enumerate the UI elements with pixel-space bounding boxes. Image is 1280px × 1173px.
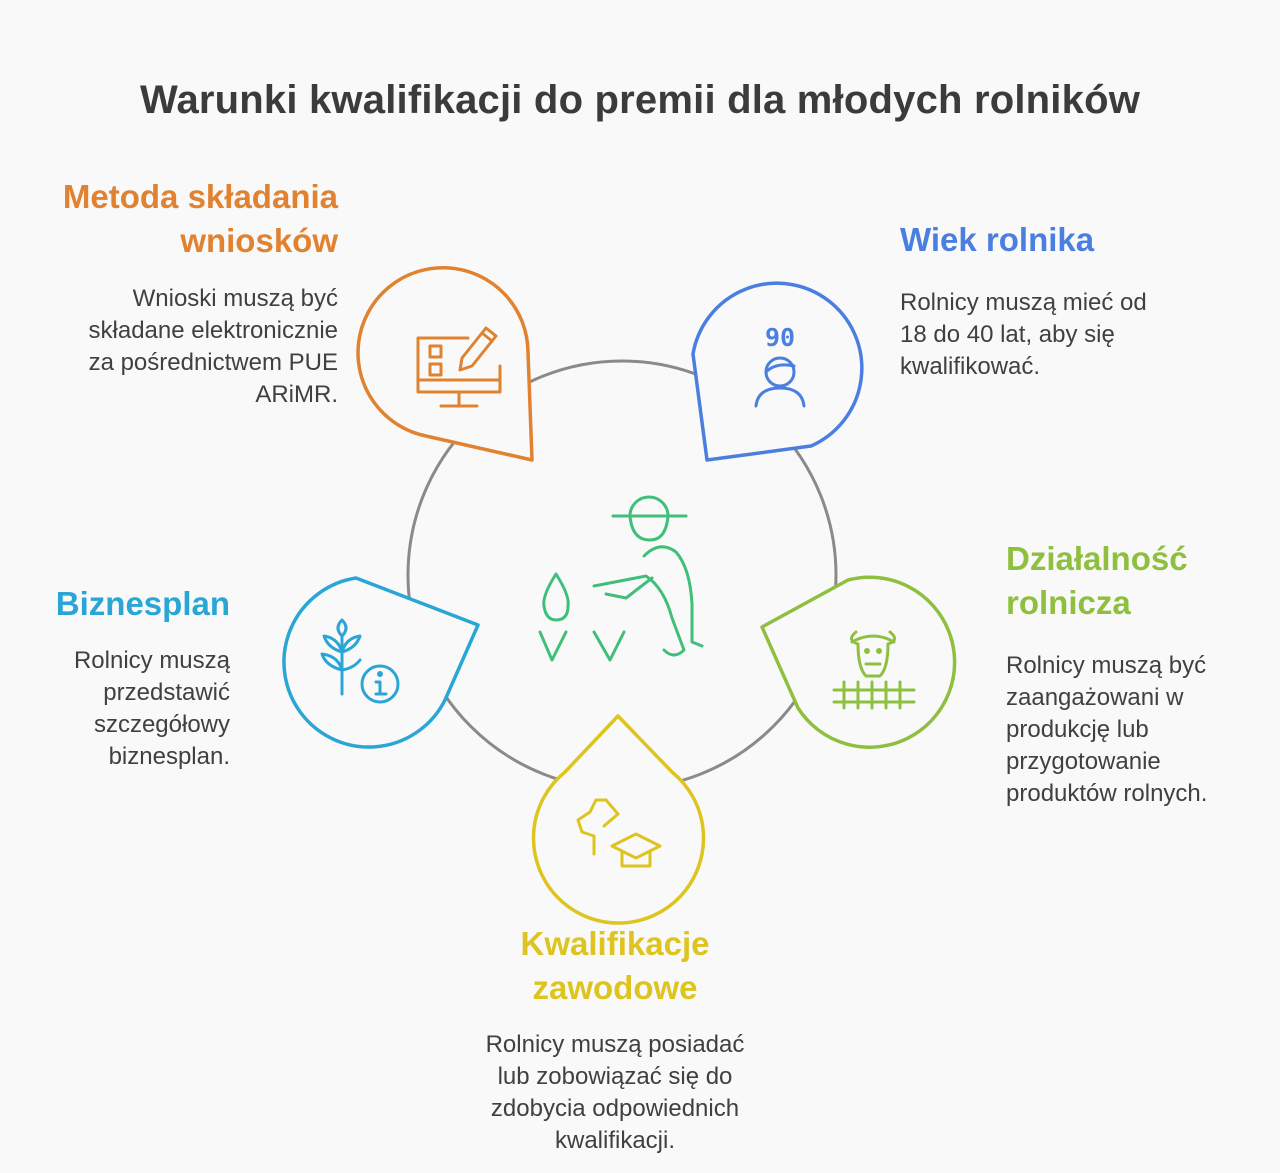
farmer-watering-icon bbox=[540, 497, 702, 660]
age-node bbox=[693, 283, 862, 460]
age-heading bbox=[900, 218, 1094, 262]
business-description bbox=[30, 645, 230, 773]
farming-text-line: przygotowanie bbox=[1006, 748, 1161, 775]
application-text-line: ARiMR. bbox=[255, 381, 338, 408]
farming-text-line: produkcję lub bbox=[1006, 716, 1149, 743]
farming-text-line: Rolnicy muszą być bbox=[1006, 652, 1207, 679]
application-description bbox=[30, 283, 338, 411]
qualifications-heading-line: zawodowe bbox=[532, 969, 698, 1006]
qualifications-text-line: Rolnicy muszą posiadać bbox=[485, 1031, 745, 1058]
qualifications-heading bbox=[465, 922, 765, 1010]
qualifications-text-line: kwalifikacji. bbox=[554, 1127, 676, 1154]
qualifications-text-line: lub zobowiązać się do bbox=[497, 1063, 733, 1090]
page-title: Warunki kwalifikacji do premii dla młodych rolników bbox=[139, 78, 1141, 122]
age-text-line: 18 do 40 lat, aby się bbox=[900, 321, 1115, 348]
farming-node bbox=[762, 577, 955, 747]
application-text-line: składane elektronicznie bbox=[88, 317, 338, 344]
qualifications-node bbox=[534, 716, 704, 923]
application-heading bbox=[40, 175, 338, 263]
application-node bbox=[358, 268, 532, 460]
qualifications-teardrop bbox=[534, 716, 704, 923]
farming-heading-line: Działalność bbox=[1006, 540, 1188, 577]
farming-description bbox=[1006, 650, 1207, 810]
age-text-line: Rolnicy muszą mieć od bbox=[900, 289, 1147, 316]
business-teardrop bbox=[284, 578, 478, 747]
business-heading bbox=[30, 582, 230, 626]
age-heading-line: Wiek rolnika bbox=[900, 221, 1095, 258]
farming-text-line: produktów rolnych. bbox=[1006, 780, 1208, 807]
application-teardrop bbox=[358, 268, 532, 460]
business-node bbox=[284, 578, 478, 747]
age-text-line: kwalifikować. bbox=[900, 353, 1041, 380]
farming-text-line: zaangażowani w bbox=[1006, 684, 1184, 711]
age-teardrop bbox=[693, 283, 862, 460]
age-icon-label: 90 bbox=[764, 323, 796, 352]
application-text-line: za pośrednictwem PUE bbox=[88, 349, 338, 376]
farming-heading-line: rolnicza bbox=[1006, 584, 1131, 621]
farming-heading bbox=[1006, 537, 1188, 625]
qualifications-heading-line: Kwalifikacje bbox=[520, 925, 710, 962]
business-heading-line: Biznesplan bbox=[55, 585, 230, 622]
business-text-line: Rolnicy muszą bbox=[73, 647, 230, 674]
business-text-line: szczegółowy bbox=[93, 711, 230, 738]
business-text-line: przedstawić bbox=[103, 679, 230, 706]
application-heading-line: wniosków bbox=[180, 222, 338, 259]
application-text-line: Wnioski muszą być bbox=[132, 285, 338, 312]
qualifications-description bbox=[440, 1029, 790, 1157]
age-description bbox=[900, 287, 1147, 383]
application-heading-line: Metoda składania bbox=[62, 178, 338, 215]
business-text-line: biznesplan. bbox=[108, 743, 230, 770]
qualifications-text-line: zdobycia odpowiednich bbox=[490, 1095, 740, 1122]
